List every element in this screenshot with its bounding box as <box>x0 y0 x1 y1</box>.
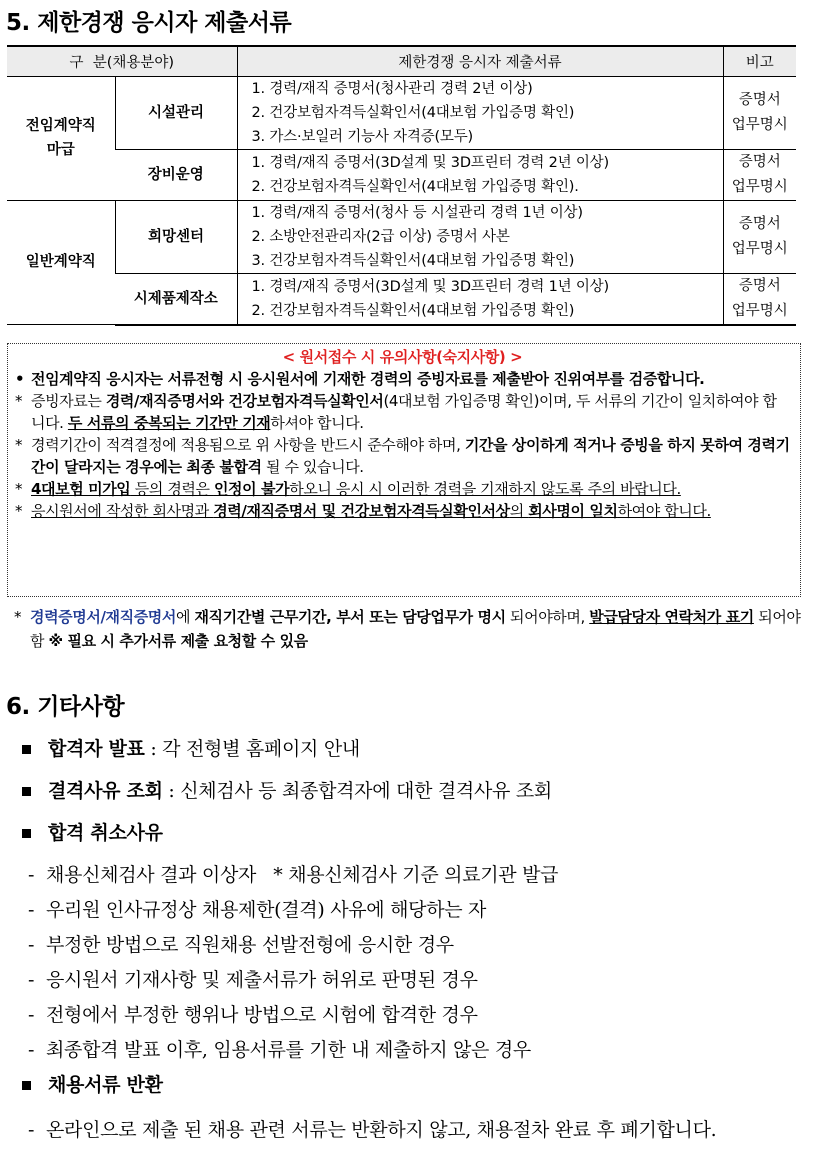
list-heading <box>20 1070 810 1112</box>
field-cell: 장비운영 <box>115 149 237 200</box>
heading-label: 결격사유 조회 <box>48 780 163 802</box>
doc-line: 3. 가스·보일러 기능사 자격증(모두) <box>251 128 473 145</box>
header-documents: 제한경쟁 응시자 제출서류 <box>237 46 723 76</box>
asterisk-icon: * <box>14 608 22 626</box>
notice-text: 하셔야 합니다. <box>270 414 364 432</box>
notice-text: 전임계약직 응시자는 서류전형 시 응시원서에 기재한 경력의 증빙자료를 제출받아 진위여부를 검증합니다. <box>31 370 705 388</box>
note-text-bold: 발급담당자 연락처가 표기 <box>589 608 754 626</box>
table-row <box>7 200 796 273</box>
dash-icon: - <box>28 864 35 886</box>
list-item <box>20 895 810 930</box>
doc-line: 2. 건강보험자격득실확인서(4대보험 가입증명 확인) <box>251 302 575 319</box>
header-note: 비고 <box>723 46 796 76</box>
asterisk-icon: * <box>15 480 23 498</box>
list-item-text: 부정한 방법으로 직원채용 선발전형에 응시한 경우 <box>46 934 454 956</box>
list-item-text: 전형에서 부정한 행위나 방법으로 시험에 합격한 경우 <box>46 1004 478 1026</box>
notice-text: 경력기간이 적격결정에 적용됨으로 위 사항을 반드시 준수해야 하며, <box>31 436 465 454</box>
certificate-note <box>14 605 814 653</box>
asterisk-icon: * <box>15 436 23 454</box>
heading-label: 합격자 발표 <box>48 738 145 760</box>
notice-text: 증빙자료는 <box>31 392 106 410</box>
doc-line: 1. 경력/재직 증명서(3D설계 및 3D프린터 경력 2년 이상) <box>251 154 609 171</box>
notice-text-bold: 회사명이 일치 <box>528 502 618 520</box>
header-category: 구 분(채용분야) <box>7 46 237 76</box>
doc-line: 3. 건강보험자격득실확인서(4대보험 가입증명 확인) <box>251 252 575 269</box>
notice-text: 하여야 합니다. <box>617 502 711 520</box>
list-item <box>20 965 810 1000</box>
list-item-text: 채용신체검사 결과 이상자 * 채용신체검사 기준 의료기관 발급 <box>46 864 559 886</box>
docs-cell <box>237 200 723 273</box>
dash-icon: - <box>28 934 35 956</box>
doc-line: 1. 경력/재직 증명서(청사관리 경력 2년 이상) <box>251 80 533 97</box>
field-cell: 시제품제작소 <box>115 273 237 325</box>
square-bullet-icon <box>22 1081 31 1090</box>
list-item <box>20 930 810 965</box>
section6-title: 6. 기타사항 <box>6 694 125 720</box>
note-cell: 증명서 업무명시 <box>723 149 796 200</box>
heading-text: : 각 전형별 홈페이지 안내 <box>144 738 360 760</box>
list-item-text: 응시원서 기재사항 및 제출서류가 허위로 판명된 경우 <box>46 969 478 991</box>
docs-cell <box>237 76 723 149</box>
asterisk-icon: * <box>15 502 23 520</box>
notice-text-bold: 4대보험 미가입 <box>31 480 131 498</box>
required-documents-table <box>7 45 796 326</box>
list-item-text: 최종합격 발표 이후, 임용서류를 기한 내 제출하지 않은 경우 <box>46 1039 531 1061</box>
field-cell: 희망센터 <box>115 200 237 273</box>
note-cell: 증명서 업무명시 <box>723 200 796 273</box>
notice-item <box>15 368 790 390</box>
notice-text: (4대보험 가입증명 확인)이며, 두 서류의 기간이 일치하여야 합니다. <box>31 392 777 432</box>
note-text: 되어야하며, <box>505 608 590 626</box>
docs-cell <box>237 149 723 200</box>
field-cell: 시설관리 <box>115 76 237 149</box>
notice-text: 될 수 있습니다. <box>261 458 364 476</box>
note-cell: 증명서 업무명시 <box>723 273 796 325</box>
note-text-bold: 재직기간별 근무기간, 부서 또는 담당업무가 명시 <box>194 608 506 626</box>
notice-title: < 원서접수 시 유의사항(숙지사항) > <box>282 348 523 366</box>
section5-title: 5. 제한경쟁 응시자 제출서류 <box>6 10 292 36</box>
notice-box <box>7 343 801 597</box>
note-cell: 증명서 업무명시 <box>723 76 796 149</box>
doc-line: 2. 소방안전관리자(2급 이상) 증명서 사본 <box>251 228 510 245</box>
list-item <box>20 860 810 895</box>
notice-text-bold: 인정이 불가 <box>213 480 290 498</box>
notice-text-bold: 기간을 상이하게 적거나 증빙을 하지 못하여 경력기간이 달라지는 경우에는 최종 불합격 <box>31 436 790 476</box>
heading-label: 채용서류 반환 <box>48 1074 163 1096</box>
dash-icon: - <box>28 899 35 921</box>
list-item <box>20 1000 810 1035</box>
list-item <box>20 1035 810 1070</box>
list-item-text: 우리원 인사규정상 채용제한(결격) 사유에 해당하는 자 <box>46 899 487 921</box>
note-text: 에 <box>175 608 195 626</box>
heading-text: : 신체검사 등 최종합격자에 대한 결격사유 조회 <box>162 780 552 802</box>
note-text-blue: 경력증명서/재직증명서 <box>30 608 176 626</box>
dash-icon: - <box>28 1039 35 1061</box>
square-bullet-icon <box>22 787 31 796</box>
list-item <box>20 1112 810 1148</box>
doc-line: 2. 건강보험자격득실확인서(4대보험 가입증명 확인). <box>251 178 579 195</box>
list-heading <box>20 734 810 776</box>
notice-text-bold: 경력/재직증명서와 건강보험자격득실확인서 <box>105 392 384 410</box>
list-heading <box>20 776 810 818</box>
notice-item <box>15 434 790 478</box>
dash-icon: - <box>28 1004 35 1026</box>
bullet-icon: • <box>15 370 25 388</box>
note-text-bold: ※ 필요 시 추가서류 제출 요청할 수 있음 <box>48 632 308 650</box>
asterisk-icon: * <box>15 392 23 410</box>
table-row <box>7 76 796 149</box>
table-row <box>7 149 796 200</box>
doc-line: 1. 경력/재직 증명서(3D설계 및 3D프린터 경력 1년 이상) <box>251 278 609 295</box>
notice-text-bold: 두 서류의 중복되는 기간만 기재 <box>67 414 271 432</box>
square-bullet-icon <box>22 829 31 838</box>
list-heading <box>20 818 810 860</box>
notice-item <box>15 390 790 434</box>
misc-list <box>20 734 810 1148</box>
list-item-text: 온라인으로 제출 된 채용 관련 서류는 반환하지 않고, 채용절차 완료 후 폐기합니다. <box>46 1119 717 1141</box>
category-cell: 전임계약직 마급 <box>7 76 115 200</box>
heading-label: 합격 취소사유 <box>48 822 163 844</box>
notice-text: 의 <box>509 502 529 520</box>
docs-cell <box>237 273 723 325</box>
notice-text-bold: 경력/재직증명서 및 건강보험자격득실확인서상 <box>213 502 510 520</box>
notice-text: 등의 경력은 <box>130 480 214 498</box>
dash-icon: - <box>28 1119 35 1141</box>
notice-text: 하오니 응시 시 이러한 경력을 기재하지 않도록 주의 바랍니다. <box>289 480 681 498</box>
notice-item <box>15 478 790 500</box>
square-bullet-icon <box>22 745 31 754</box>
notice-text: 응시원서에 작성한 회사명과 <box>31 502 214 520</box>
table-header-row <box>7 46 796 76</box>
note-text: 되어야 함 <box>30 608 801 650</box>
category-cell: 일반계약직 <box>7 200 115 325</box>
notice-item <box>15 500 790 522</box>
doc-line: 1. 경력/재직 증명서(청사 등 시설관리 경력 1년 이상) <box>251 204 583 221</box>
doc-line: 2. 건강보험자격득실확인서(4대보험 가입증명 확인) <box>251 104 575 121</box>
table-row <box>7 273 796 325</box>
dash-icon: - <box>28 969 35 991</box>
